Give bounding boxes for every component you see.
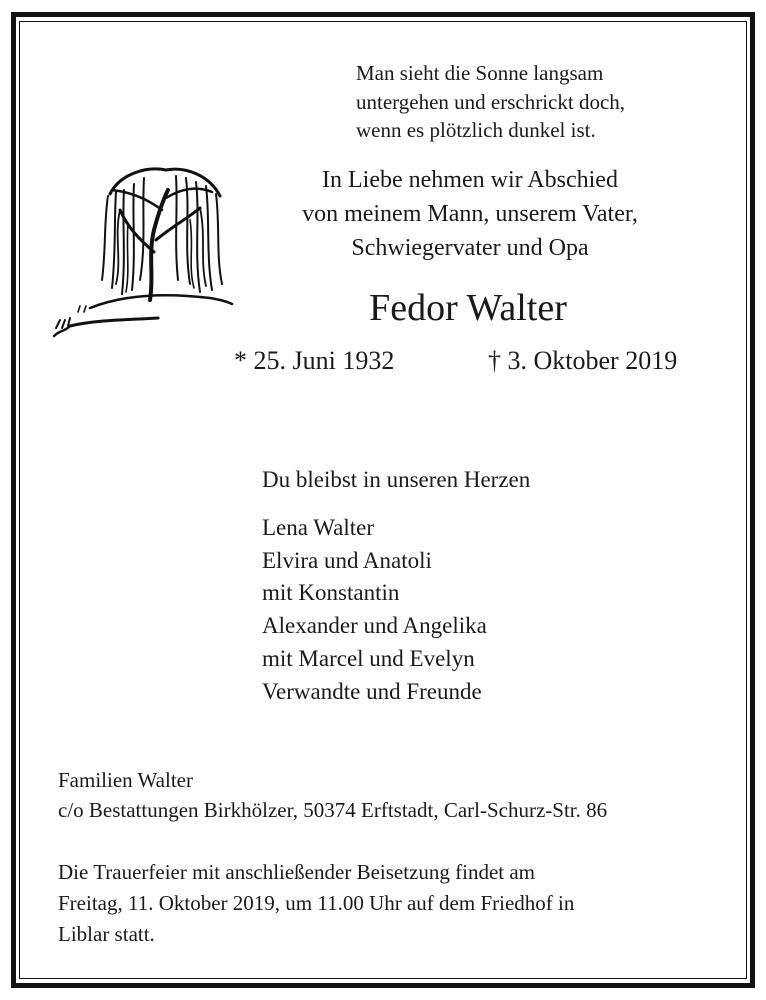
motto: Du bleibst in unseren Herzen xyxy=(262,467,531,492)
signer-name: Lena Walter xyxy=(262,515,375,540)
contact-address xyxy=(58,765,607,825)
poem-line: Man sieht die Sonne langsam xyxy=(356,61,604,85)
poem-line: untergehen und erschrickt doch, xyxy=(356,89,626,114)
signers-list xyxy=(262,512,487,708)
intro-line: von meinem Mann, unserem Vater, xyxy=(302,201,638,227)
birth-date: * 25. Juni 1932 xyxy=(234,346,395,375)
address-line: c/o Bestattungen Birkhölzer, 50374 Erftstadt, Carl-Schurz-Str. 86 xyxy=(58,798,608,822)
signer-name: Verwandte und Freunde xyxy=(262,678,482,704)
funeral-line: Freitag, 11. Oktober 2019, um 11.00 Uhr auf dem Friedhof in xyxy=(58,891,575,915)
death-date: † 3. Oktober 2019 xyxy=(488,346,678,375)
signer-name: Elvira und Anatoli xyxy=(262,547,432,573)
signer-name: mit Konstantin xyxy=(262,580,400,606)
poem xyxy=(356,59,736,145)
intro-line: In Liebe nehmen wir Abschied xyxy=(322,167,618,193)
funeral-notice xyxy=(58,857,738,950)
poem-line: wenn es plötzlich dunkel ist. xyxy=(356,118,596,142)
signer-name: Alexander und Angelika xyxy=(262,613,487,639)
address-line: Familien Walter xyxy=(58,768,193,792)
funeral-line: Liblar statt. xyxy=(58,922,155,946)
intro-text xyxy=(200,163,740,265)
deceased-name: Fedor Walter xyxy=(369,287,567,329)
intro-line: Schwiegervater und Opa xyxy=(351,235,589,261)
signer-name: mit Marcel und Evelyn xyxy=(262,645,475,671)
funeral-line: Die Trauerfeier mit anschließender Beisetzung findet am xyxy=(58,860,536,884)
